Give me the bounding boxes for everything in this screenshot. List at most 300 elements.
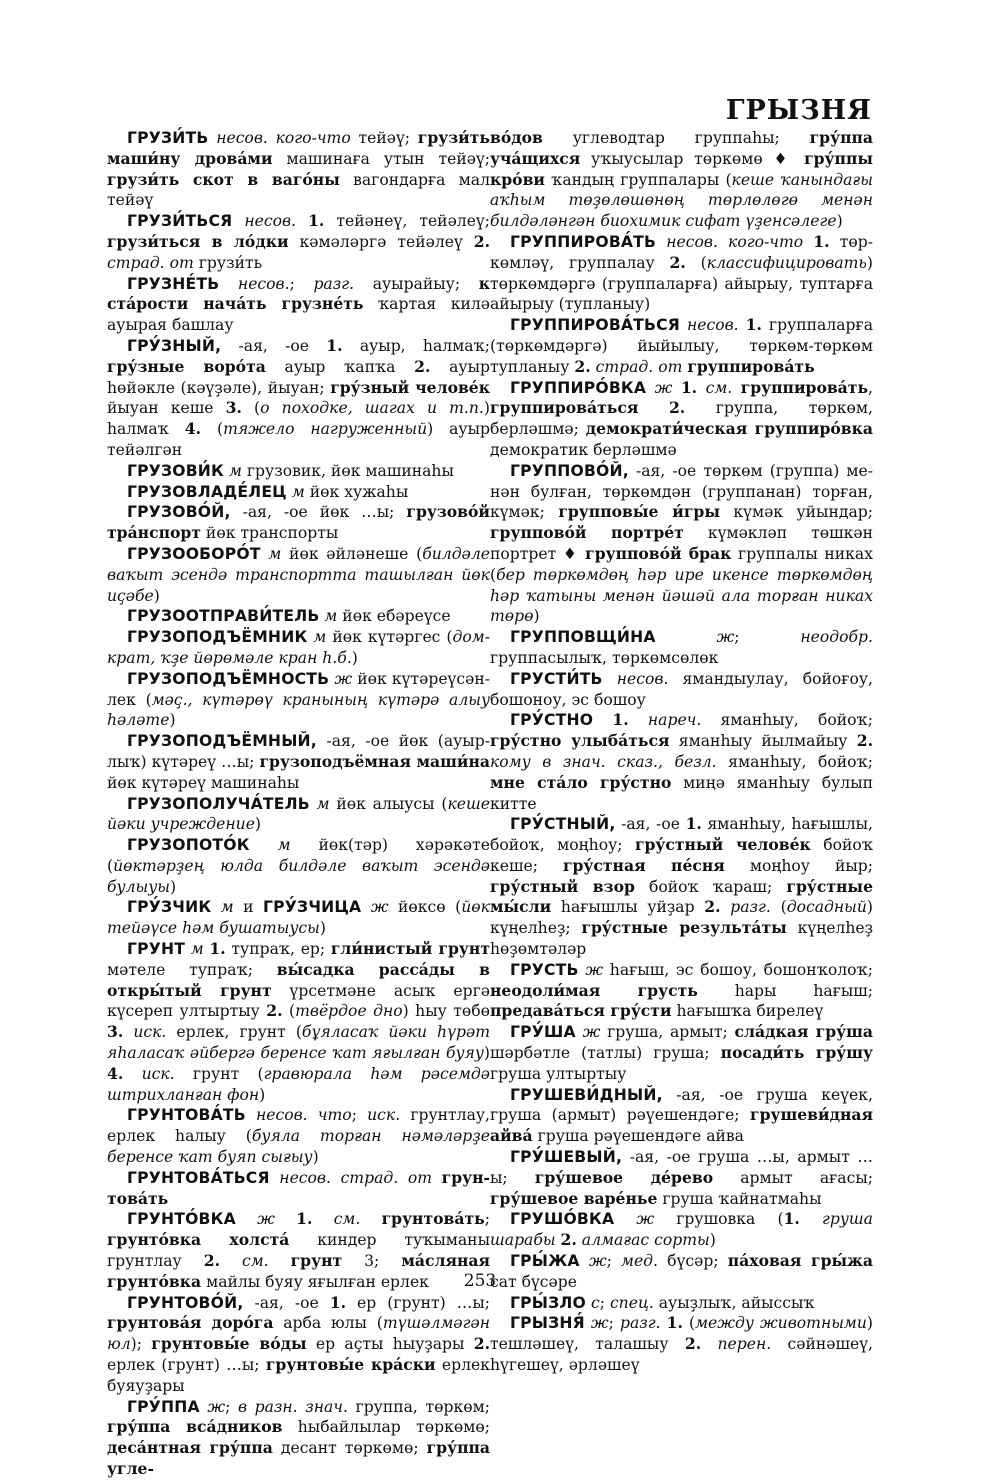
translation-text: ); [130,1335,152,1354]
bold-phrase: гру́стный челове́к [634,835,811,855]
bold-phrase: группово́й брак [585,543,732,563]
dictionary-entry [107,1168,490,1210]
bold-phrase: гру́стные мы́сли [490,876,873,917]
bold-phrase: 1. [685,814,702,834]
bold-phrase: предава́ться гру́сти [490,1001,672,1021]
bold-phrase: гру́шевое варе́нье [490,1188,658,1208]
grammar-mark: домкрат, ҡҙе йөрөмәле кран һ.б. [107,628,490,667]
grammar-mark: бер төркөмдөң һәр ире икенсе төркөмдөң һәр ҡатыны менән йәшәй ала торған никах төрө [490,565,873,626]
translation-text: -ая, -ое йөк …ы; [230,503,407,522]
translation-text: ; [606,1252,622,1271]
bold-phrase: во́дов [490,128,543,147]
translation-text [701,1335,717,1353]
translation-text: ямандыулау, бойоғоу, бошоноу, эс бошоу [490,669,873,709]
translation-text: ; [484,1210,490,1229]
bold-phrase: грузоподъёмная маши́на [259,751,491,771]
translation-text: йөк күтәреүсәнлек ( [107,669,490,709]
headword: ГРУЗИ́ТЬ [127,129,209,147]
grammar-mark: м [291,482,305,501]
bold-phrase: гру́стные результа́ты [581,918,787,938]
bold-phrase: 1. [680,377,698,397]
headword: ГРУНТОВА́ТЬСЯ [127,1168,270,1187]
translation-text: ) [709,1231,716,1250]
bold-phrase: 1. [296,1209,313,1229]
translation-text: тупраҡ, ер; [225,940,331,959]
bold-phrase: 2. [203,1251,220,1271]
translation-text: кәмәләргә тейәлеү [288,232,474,251]
translation-text [697,379,705,397]
headword: ГРУЗНЕ́ТЬ [127,274,220,293]
translation-text [270,1169,280,1187]
translation-text [656,628,717,646]
grammar-mark: м [228,461,242,480]
translation-text [123,1065,141,1083]
headword: ГРУНТО́ВКА [127,1210,236,1229]
grammar-mark: спец. [609,1293,654,1312]
bold-phrase: гру́зный челове́к [330,377,490,397]
translation-text: арба юлы ( [273,1314,383,1333]
headword: ГРУЗОПОДЪЁМНОСТЬ [127,669,330,688]
grammar-mark: несов. [686,316,739,335]
translation-text: һағышҡа бирелеү [671,1002,824,1021]
translation-text [593,711,612,729]
translation-text: ҡандың группалары ( [544,170,732,189]
grammar-mark: м [324,607,338,626]
translation-text: грушовка ( [654,1210,784,1229]
translation-text: -ая, -ое [221,336,327,355]
grammar-mark: йөктәрҙең юлда билдәле ваҡыт эсендә булыуы [107,856,490,896]
grammar-mark: йөк тейәүсе һәм бушатыусы [107,898,490,938]
translation-text [576,1023,583,1041]
grammar-mark: иск. [133,1023,167,1042]
translation-text: ( [241,399,261,418]
headword: ГРУНТОВА́ТЬ [127,1106,246,1125]
grammar-mark: страд. [107,253,165,272]
translation-text: күмәк уйындар; [719,503,873,522]
grammar-mark: в разн. знач. [237,1397,348,1416]
grammar-mark: несов. что [255,1106,352,1125]
translation-text: тейәнеү, тейәлеү; [324,212,490,231]
translation-text: демократик берләшмә [490,440,677,459]
dictionary-entry [107,794,490,836]
page-number: 253 [463,1271,497,1291]
translation-text: тейәү; [350,129,418,147]
dictionary-entry [107,669,490,731]
bold-phrase: грунто́вка холста́ [107,1230,290,1250]
translation-text: десант төркөмө; [272,1439,427,1458]
translation-text: ) һалмаҡ [107,399,490,439]
headword: ГРУ́ЗЧИЦА [263,898,362,917]
translation-text: груша рәүешендәге айва [532,1127,744,1146]
translation-text: , [868,378,873,397]
bold-phrase: 2. [669,252,686,272]
bold-phrase: сла́дкая гру́ша [734,1022,873,1042]
dictionary-entry [490,1085,873,1147]
grammar-mark: разг. [730,898,771,917]
bold-phrase: грунтовы́е кра́ски [265,1355,436,1375]
dictionary-entry [490,1293,873,1314]
grammar-mark: алмағас сорты [581,1231,710,1250]
translation-text: грузовик, йөк машинаһы [241,461,454,480]
grammar-mark: перен. [717,1335,772,1354]
bold-phrase: неодоли́мая грусть [490,980,698,1000]
dictionary-entry [490,627,873,669]
headword: ГРУЗОПОДЪЁМНИК [127,628,308,647]
bold-phrase: 2. [414,356,431,376]
translation-text [629,711,648,729]
dictionary-entry [107,606,490,627]
translation-text: яманһыу, һағышлы, бойоҡ, моңһоу; [490,815,874,855]
translation-text [432,1169,442,1187]
translation-text: ) ауыр тейәлгән [107,420,490,459]
dictionary-entry [490,1147,873,1209]
translation-text: ; [734,628,801,647]
translation-text [220,1252,242,1270]
translation-text [123,1023,133,1041]
translation-text: үрсетмәне асыҡ ергә күсереп ултыртыу [107,981,490,1021]
dictionary-entry [107,128,490,211]
translation-text: грунт ( [174,1064,264,1083]
grammar-mark: несов. [616,669,669,688]
translation-text: армыт ағасы; [713,1168,874,1187]
translation-text: ) тешләшеү, талашыу [490,1314,873,1354]
bold-phrase: гру́ппа вса́дников [107,1417,283,1437]
translation-text: -ая, -ое төркөм (группа) менән булған, төркөмдән (группанан) торған, күмәк; [490,461,873,522]
translation-text: груша, армыт; [600,1023,735,1042]
bold-phrase: 3. [107,1022,124,1042]
bold-phrase: группово́й портре́т [490,523,684,543]
grammar-mark: см. [333,1210,361,1229]
headword: ГРУЗОПОТО́К [127,836,250,855]
translation-text [361,898,370,916]
bold-phrase: 2. [473,1334,491,1354]
grammar-mark: иск. [367,1106,401,1125]
translation-text: ) [169,877,177,896]
bold-phrase: гру́шевое де́рево [534,1167,714,1187]
translation-text: ; [599,1293,610,1312]
bold-phrase: гру́стная пе́сня [562,855,725,875]
bold-phrase: гру́ппа уча́щихся [490,128,873,168]
right-column [490,128,873,1376]
grammar-mark: түшәлмәгән юл [107,1314,490,1354]
translation-text: группасылыҡ, төркөмсөлөк [490,648,719,667]
translation-text: ) [153,586,160,605]
translation-text: ) [319,919,326,938]
translation-text [232,212,244,230]
bold-phrase: грузи́ть маши́ну дрова́ми [107,128,490,168]
translation-text: бүсәр; [658,1252,728,1271]
translation-text [296,212,308,230]
grammar-mark: ж [588,1252,607,1271]
grammar-mark: кеше йәки учреждение [107,794,490,834]
translation-text: ( [685,253,707,272]
grammar-mark: досадный [786,898,867,917]
translation-text: ( [770,898,787,917]
bold-phrase: 2. [266,1001,283,1021]
dictionary-entry [107,502,490,544]
translation-text: күңелһеҙ һөҙөмтәләр [490,919,873,959]
dictionary-entry [107,544,490,606]
translation-text: ) [312,1148,319,1167]
translation-text [236,1210,257,1228]
translation-text [312,1210,333,1228]
grammar-mark: кеше ҡанындағы аҡһым төҙөлөшөнөң төрлөлөгө менән билдәләнгән биохимик сифат үҙенсәлеге [490,170,873,231]
grammar-mark: бұяласаҡ йәки һүрәт яһаласаҡ әйбергә беренсе ҡат яғылған буяу [107,1023,490,1063]
translation-text: ) һыу төбө [402,1002,490,1021]
translation-text [614,1210,636,1228]
dictionary-entry [490,315,873,377]
bold-phrase: грунтова́я доро́га [107,1313,274,1333]
grammar-mark: кому в знач. сказ., безл. [490,752,717,771]
grammar-mark: классифицировать [706,253,867,272]
grammar-mark: страд. от [595,357,683,376]
translation-text: ) [254,815,262,834]
bold-phrase: грунт [290,1251,343,1271]
headword: ГРУ́ППА [127,1397,200,1416]
bold-phrase: грушеви́дная айва́ [490,1105,873,1146]
grammar-mark: несов. кого-что [666,232,804,251]
translation-text: һары һағыш; [697,981,873,1000]
translation-text: углеводтар группаһы; [542,129,810,147]
dictionary-entry [107,274,490,336]
translation-text: ; [351,1106,368,1125]
bold-phrase: группирова́ть [740,377,869,397]
dictionary-entry [107,1397,490,1480]
grammar-mark: ж [585,960,604,979]
translation-text: -ая, -ое йөк (ауырлыҡ) күтәреү …ы; [107,732,490,771]
translation-text [800,1210,822,1228]
bold-phrase: 2. [684,1334,702,1354]
bold-phrase: посади́ть гру́шу [720,1043,873,1063]
translation-text [219,275,238,293]
translation-text [721,898,731,916]
translation-text: ерлек, грунт ( [166,1023,302,1042]
grammar-mark: м [268,544,282,563]
dictionary-entry [490,232,873,315]
translation-text: ауырайыу; [354,274,479,293]
headword: ГРУЗОВО́Й, [127,503,231,522]
headword: ГРУ́СТНЫЙ, [510,815,616,834]
headword: ГРУСТЬ [510,960,579,979]
translation-text: ( [201,420,224,439]
headword: ГРУЗОВЛАДЕ́ЛЕЦ [127,482,287,501]
translation-text: йөк транспорты [200,524,339,543]
translation-text: һыбайлылар төркөмө; [282,1418,490,1437]
translation-text: миңә яманһыу булып китте [490,773,874,813]
translation-text: йөк хужаһы [304,482,409,501]
dictionary-entry [490,1022,873,1084]
bold-phrase: грунтова́ть [381,1209,485,1229]
translation-text: һағыш, эс бошоу, бошонҡолоҡ; [603,960,873,979]
translation-text: грузи́ть [193,253,263,272]
headword: ГРУППОВЩИ́НА [510,628,656,647]
translation-text: сат бүсәре [490,1272,577,1291]
grammar-mark: см. [242,1252,269,1271]
headword: ГРУЗОВИ́К [127,461,225,480]
bold-phrase: грузи́ться в ло́дки [107,231,289,251]
translation-text: ерлек буяуҙары [107,1356,490,1395]
bold-phrase: гли́нистый грунт [330,939,490,959]
translation-text: йөк күтәреү машинаһы [107,773,300,792]
translation-text: йөк алыусы ( [329,794,448,813]
translation-text: йөк әйләнеше ( [281,544,423,563]
translation-text: группаларға (төркөмдәргә) йыйылыу, төркөм-төркөм тупланыу [490,316,873,376]
grammar-mark: разг. [619,1314,661,1333]
bold-phrase: к ста́рости нача́ть грузне́ть [107,273,490,314]
grammar-mark: буяла торған нәмәләрҙе беренсе ҡат буяп сығыу [107,1127,490,1167]
translation-text: ) [533,607,540,626]
translation-text: -ая, -ое груша кеүек, груша (армыт) рәүешендәге; [490,1085,873,1125]
dictionary-entry [490,1313,873,1375]
headword: ГРУЗОПОЛУЧА́ТЕЛЬ [127,794,310,813]
dictionary-entry [107,211,490,273]
bold-phrase: 2. [473,231,491,251]
bold-phrase: 2. [704,897,721,917]
headword: ГРУППИРОВА́ТЬСЯ [510,316,680,335]
dictionary-entry [107,1293,490,1397]
bold-phrase: гру́ппа угле- [107,1438,490,1478]
headword: ГРУЗООТПРАВИ́ТЕЛЬ [127,607,320,626]
translation-text: яманһыу, бойоҡ; [716,752,873,771]
translation-text: ( [682,1314,696,1333]
bold-phrase: 2. [856,731,873,751]
headword: ГРЫ́ЗЛО [510,1293,587,1312]
translation-text [656,233,666,251]
translation-text [360,1210,381,1228]
translation-text: ) күңелһеҙ; [490,898,873,938]
translation-text: грунтлау, ерлек һалыу ( [107,1106,490,1146]
dictionary-entry [490,1209,873,1251]
translation-text: 3; [342,1252,402,1271]
translation-text: мәтеле тупраҡ; [107,960,277,979]
bold-phrase: 1. [308,211,325,231]
grammar-mark: нареч. [647,711,702,730]
translation-text: сәйнәшеү, һүгешеү, әрләшеү [490,1335,873,1375]
grammar-mark: от [169,253,194,272]
translation-text: ауыр һөйәкле (кәүҙәле), йыуан; [107,357,491,397]
headword: ГРУНТ [127,940,186,959]
bold-phrase: 1. [783,1209,800,1229]
translation-text: и [233,898,264,917]
dictionary-entry [490,669,873,711]
translation-text: яманһыу йылмайыу [669,732,857,751]
translation-text: группа, төркөм; [347,1397,490,1416]
translation-text [803,233,813,251]
dictionary-entry [490,378,873,461]
translation-text: ) [351,648,358,667]
translation-text [739,316,746,334]
bold-phrase: 4. [184,419,202,439]
grammar-mark: м [277,836,291,855]
bold-phrase: демократи́ческая группиро́вка [585,419,873,439]
headword: ГРЫЗНЯ́ [510,1314,585,1333]
headword: ГРУ́ШЕВЫЙ, [510,1148,623,1167]
bold-phrase: грузи́ть скот в ваго́ны [107,169,340,189]
translation-text: груша ултыртыу [490,1064,627,1083]
bold-phrase: вы́садка расса́ды в откры́тый грунт [107,959,490,1000]
dictionary-entry [107,731,490,793]
translation-text: ҡартая килә ауырая башлау [107,295,490,335]
grammar-mark: ж [207,1397,226,1416]
translation-text: вагондарға мал тейәү [107,170,490,210]
translation-text: уҡыусылар төркөмө ♦ [580,149,805,168]
bold-phrase: 1. [329,1292,346,1312]
grammar-mark: м [316,794,330,813]
translation-text: ) [836,212,843,231]
bold-phrase: мне ста́ло гру́стно [490,772,672,792]
grammar-mark: м [220,898,234,917]
translation-text: майлы буяу яғылған ерлек [201,1272,429,1291]
grammar-mark: несов. кого-что [216,129,351,147]
headword: ГРУСТИ́ТЬ [510,669,603,688]
translation-text [603,670,617,688]
translation-text: һағышлы уйҙар [551,898,705,917]
translation-text: ер (грунт) …ы; [346,1293,490,1312]
translation-text: моңһоу йыр; [724,856,873,875]
bold-phrase: гру́ппы кро́ви [490,148,873,189]
grammar-mark: твёрдое дно [295,1002,403,1021]
translation-text: ерлек (грунт) …ы; [107,1356,266,1375]
dictionary-entry [107,336,490,461]
translation-text: ( [282,1002,296,1021]
dictionary-entry [107,482,490,503]
translation-text [310,795,317,813]
grammar-mark: ж [582,1023,601,1042]
bold-phrase: 1. [666,1313,683,1333]
grammar-mark: ж [654,378,673,397]
translation-text [269,1252,291,1270]
headword: ГРУ́ША [510,1023,576,1042]
translation-text: ; [225,1397,238,1416]
headword: ГРУППИРО́ВКА [510,378,647,397]
translation-text: ауыр ҡапҡа [265,357,415,376]
bold-phrase: 2. [560,1230,577,1250]
headword: ГРУППОВО́Й, [510,461,629,480]
headword: ГРУЗОПОДЪЁМНЫЙ, [127,732,317,751]
headword: ГРУНТОВО́Й, [127,1293,244,1312]
bold-phrase: 1. [326,335,343,355]
dictionary-entry [107,835,490,897]
grammar-mark: м [190,940,204,959]
bold-phrase: группирова́ться [490,398,639,418]
headword: ГРУШЕВИ́ДНЫЙ, [510,1085,663,1104]
grammar-mark: разг. [313,274,355,293]
headword: ГРУШО́ВКА [510,1210,615,1229]
dictionary-entry [107,1105,490,1167]
translation-text: машинаға утын тейәү; [272,149,491,168]
translation-text: группа, төркөм, берләшмә; [490,399,873,439]
translation-text [275,1210,296,1228]
bold-phrase: 2. [668,398,686,418]
dictionary-entry [490,128,873,232]
translation-text: -ая, -ое [615,815,686,834]
bold-phrase: 1. [813,231,830,251]
grammar-mark: с [590,1293,600,1312]
bold-phrase: деса́нтная гру́ппа [107,1438,273,1458]
headword: ГРУ́ЗЧИК [127,898,212,917]
translation-text: ) [483,1044,490,1063]
translation-text: шәрбәтле (татлы) груша; [490,1044,721,1063]
running-head: ГРЫЗНЯ [725,95,872,126]
grammar-mark: мәҫ., күтәрөү кранының күтәрә алыу һәләте [107,690,491,730]
dictionary-entry [490,814,873,960]
translation-text: йөк(тәр) хәрәкәте ( [107,836,490,875]
grammar-mark: ж [590,1314,609,1333]
translation-text [246,1106,256,1124]
bold-phrase: 4. [107,1063,124,1083]
translation-text: ) төркөмдәргә (группаларға) айырыу, туптарға айырыу (тупланыу) [490,253,873,314]
grammar-mark: тяжело нагруженный [223,420,428,439]
